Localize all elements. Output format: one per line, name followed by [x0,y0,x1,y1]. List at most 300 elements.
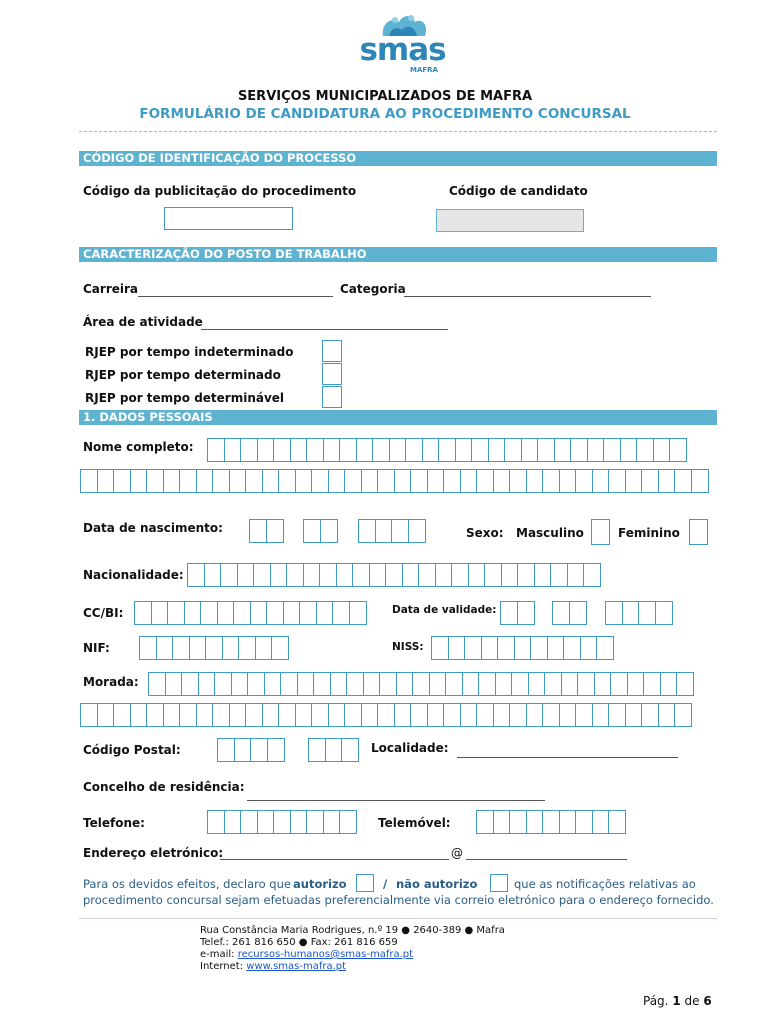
char-box[interactable] [224,438,242,462]
char-box[interactable] [250,601,268,625]
char-box[interactable] [567,563,585,587]
char-box[interactable] [313,672,331,696]
char-box[interactable] [577,672,595,696]
char-box[interactable] [217,738,235,762]
char-box[interactable] [526,703,544,727]
char-box[interactable] [257,438,275,462]
page-of: de [684,994,700,1008]
char-box[interactable] [526,810,544,834]
telefone-label: Telefone: [83,816,145,830]
char-box[interactable] [517,563,535,587]
char-box[interactable] [674,469,692,493]
email-user-input[interactable] [220,859,449,860]
char-box[interactable] [267,738,285,762]
char-box[interactable] [603,438,621,462]
char-box[interactable] [303,563,321,587]
char-box[interactable] [249,519,267,543]
char-box[interactable] [691,469,709,493]
char-box[interactable] [544,672,562,696]
char-box[interactable] [526,469,544,493]
ccbi-boxes[interactable] [134,601,365,625]
char-box[interactable] [471,438,489,462]
morada-boxes-row1[interactable] [148,672,693,696]
char-box[interactable] [493,810,511,834]
char-box[interactable] [655,601,673,625]
char-box[interactable] [271,636,289,660]
logo-text: smas [359,32,446,68]
char-box[interactable] [391,519,409,543]
char-box[interactable] [278,469,296,493]
char-box[interactable] [372,438,390,462]
char-box[interactable] [460,703,478,727]
footer-separator [79,918,717,919]
char-box[interactable] [587,438,605,462]
char-box[interactable] [554,438,572,462]
char-box[interactable] [80,703,98,727]
char-box[interactable] [448,636,466,660]
char-box[interactable] [220,563,238,587]
page-current: 1 [672,994,681,1008]
char-box[interactable] [443,703,461,727]
char-box[interactable] [620,438,638,462]
char-box[interactable] [134,601,152,625]
char-box[interactable] [493,469,511,493]
char-box[interactable] [641,469,659,493]
char-box[interactable] [408,519,426,543]
char-box[interactable] [422,438,440,462]
char-box[interactable] [580,636,598,660]
char-box[interactable] [113,703,131,727]
char-box[interactable] [328,469,346,493]
autorizo-checkbox[interactable] [356,874,374,892]
nao-autorizo-checkbox[interactable] [490,874,508,892]
char-box[interactable] [402,563,420,587]
char-box[interactable] [214,672,232,696]
char-box[interactable] [311,469,329,493]
char-box[interactable] [605,601,623,625]
char-box[interactable] [627,672,645,696]
char-box[interactable] [488,438,506,462]
char-box[interactable] [233,601,251,625]
char-box[interactable] [156,636,174,660]
char-box[interactable] [575,810,593,834]
char-box[interactable] [229,469,247,493]
char-box[interactable] [320,519,338,543]
char-box[interactable] [389,438,407,462]
concelho-input[interactable] [247,800,545,801]
char-box[interactable] [427,469,445,493]
char-box[interactable] [212,703,230,727]
char-box[interactable] [405,438,423,462]
footer-phones: Telef.: 261 816 650 ● Fax: 261 816 659 [200,937,398,948]
char-box[interactable] [660,672,678,696]
char-box[interactable] [344,469,362,493]
char-box[interactable] [207,438,225,462]
nascimento-label: Data de nascimento: [83,521,223,535]
consent-line1 [83,877,291,891]
char-box[interactable] [676,672,694,696]
char-box[interactable] [643,672,661,696]
char-box[interactable] [212,469,230,493]
char-box[interactable] [311,703,329,727]
char-box[interactable] [563,636,581,660]
char-box[interactable] [385,563,403,587]
char-box[interactable] [325,738,343,762]
char-box[interactable] [608,703,626,727]
char-box[interactable] [146,703,164,727]
char-box[interactable] [534,563,552,587]
char-box[interactable] [349,601,367,625]
char-box[interactable] [262,469,280,493]
char-box[interactable] [464,636,482,660]
nome-label: Nome completo: [83,440,194,454]
nacionalidade-boxes[interactable] [187,563,600,587]
char-box[interactable] [592,469,610,493]
char-box[interactable] [622,601,640,625]
rjep-determinado-checkbox[interactable] [322,363,342,385]
char-box[interactable] [299,601,317,625]
morada-boxes-row2[interactable] [80,703,691,727]
char-box[interactable] [509,703,527,727]
char-box[interactable] [204,563,222,587]
char-box[interactable] [231,672,249,696]
nascimento-month-boxes[interactable] [303,519,336,543]
nascimento-year-boxes[interactable] [358,519,424,543]
nome-boxes-row2[interactable] [80,469,707,493]
char-box[interactable] [266,601,284,625]
char-box[interactable] [264,672,282,696]
char-box[interactable] [306,438,324,462]
char-box[interactable] [146,469,164,493]
char-box[interactable] [484,563,502,587]
char-box[interactable] [179,703,197,727]
char-box[interactable] [286,563,304,587]
char-box[interactable] [295,469,313,493]
char-box[interactable] [493,703,511,727]
char-box[interactable] [394,469,412,493]
char-box[interactable] [308,738,326,762]
char-box[interactable] [476,703,494,727]
char-box[interactable] [653,438,671,462]
char-box[interactable] [396,672,414,696]
char-box[interactable] [237,563,255,587]
char-box[interactable] [542,703,560,727]
char-box[interactable] [478,672,496,696]
char-box[interactable] [273,810,291,834]
nome-boxes-row1[interactable] [207,438,686,462]
ccbi-label: CC/BI: [83,606,124,620]
char-box[interactable] [481,636,499,660]
char-box[interactable] [369,563,387,587]
char-box[interactable] [295,703,313,727]
area-input[interactable] [201,329,448,330]
char-box[interactable] [97,703,115,727]
char-box[interactable] [641,703,659,727]
char-box[interactable] [196,703,214,727]
char-box[interactable] [184,601,202,625]
char-box[interactable] [455,438,473,462]
char-box[interactable] [610,672,628,696]
categoria-input[interactable] [404,296,651,297]
char-box[interactable] [336,563,354,587]
pub-code-field[interactable] [164,207,293,230]
char-box[interactable] [151,601,169,625]
char-box[interactable] [341,738,359,762]
char-box[interactable] [363,672,381,696]
char-box[interactable] [346,672,364,696]
char-box[interactable] [575,703,593,727]
char-box[interactable] [229,703,247,727]
char-box[interactable] [266,519,284,543]
char-box[interactable] [451,563,469,587]
char-box[interactable] [559,703,577,727]
char-box[interactable] [196,469,214,493]
consent-line2: procedimento concursal sejam efetuadas preferencialmente via correio eletrónico para o endereço fornecido. [83,893,714,907]
pub-code-label: Código da publicitação do procedimento [83,184,357,198]
char-box[interactable] [594,672,612,696]
char-box[interactable] [356,438,374,462]
char-box[interactable] [163,703,181,727]
codpostal-boxes-b[interactable] [308,738,358,762]
char-box[interactable] [130,469,148,493]
char-box[interactable] [189,636,207,660]
char-box[interactable] [443,469,461,493]
validade-month-boxes[interactable] [552,601,585,625]
char-box[interactable] [339,438,357,462]
char-box[interactable] [187,563,205,587]
char-box[interactable] [517,601,535,625]
email-label: Endereço eletrónico: [83,846,224,860]
char-box[interactable] [148,672,166,696]
char-box[interactable] [592,703,610,727]
char-box[interactable] [234,738,252,762]
char-box[interactable] [377,703,395,727]
char-box[interactable] [278,703,296,727]
char-box[interactable] [130,703,148,727]
logo [355,10,450,72]
char-box[interactable] [290,438,308,462]
char-box[interactable] [438,438,456,462]
char-box[interactable] [224,810,242,834]
char-box[interactable] [344,703,362,727]
localidade-label: Localidade: [371,741,449,755]
char-box[interactable] [245,703,263,727]
char-box[interactable] [476,469,494,493]
char-box[interactable] [552,601,570,625]
telefone-boxes[interactable] [207,810,356,834]
char-box[interactable] [468,563,486,587]
validade-day-boxes[interactable] [500,601,533,625]
char-box[interactable] [658,703,676,727]
char-box[interactable] [377,469,395,493]
footer-email-link[interactable]: recursos-humanos@smas-mafra.pt [237,949,414,960]
char-box[interactable] [394,703,412,727]
char-box[interactable] [245,469,263,493]
char-box[interactable] [113,469,131,493]
char-box[interactable] [608,810,626,834]
carreira-label: Carreira [83,282,139,296]
char-box[interactable] [222,636,240,660]
char-box[interactable] [504,438,522,462]
char-box[interactable] [250,738,268,762]
rjep-determinavel-checkbox[interactable] [322,386,342,408]
char-box[interactable] [495,672,513,696]
char-box[interactable] [319,563,337,587]
char-box[interactable] [283,601,301,625]
char-box[interactable] [306,810,324,834]
char-box[interactable] [547,636,565,660]
char-box[interactable] [240,810,258,834]
char-box[interactable] [328,703,346,727]
feminino-checkbox[interactable] [689,519,708,545]
char-box[interactable] [207,810,225,834]
char-box[interactable] [358,519,376,543]
char-box[interactable] [460,469,478,493]
char-box[interactable] [379,672,397,696]
char-box[interactable] [530,636,548,660]
char-box[interactable] [435,563,453,587]
rjep-indeterminado-checkbox[interactable] [322,340,342,362]
char-box[interactable] [172,636,190,660]
char-box[interactable] [514,636,532,660]
char-box[interactable] [253,563,271,587]
char-box[interactable] [410,469,428,493]
email-at-sign: @ [451,846,463,860]
char-box[interactable] [497,636,515,660]
char-box[interactable] [500,601,518,625]
char-box[interactable] [273,438,291,462]
char-box[interactable] [509,810,527,834]
char-box[interactable] [625,469,643,493]
consent-slash: / [383,877,388,891]
char-box[interactable] [431,636,449,660]
footer-website-link[interactable]: www.smas-mafra.pt [246,961,347,972]
codpostal-boxes-a[interactable] [217,738,283,762]
validade-year-boxes[interactable] [605,601,671,625]
char-box[interactable] [290,810,308,834]
char-box[interactable] [323,438,341,462]
char-box[interactable] [262,703,280,727]
char-box[interactable] [200,601,218,625]
autorizo-label: autorizo [293,877,347,891]
char-box[interactable] [542,469,560,493]
char-box[interactable] [270,563,288,587]
char-box[interactable] [238,636,256,660]
char-box[interactable] [583,563,601,587]
char-box[interactable] [509,469,527,493]
char-box[interactable] [669,438,687,462]
masculino-checkbox[interactable] [591,519,610,545]
char-box[interactable] [575,469,593,493]
char-box[interactable] [427,703,445,727]
email-domain-input[interactable] [466,859,627,860]
char-box[interactable] [167,601,185,625]
char-box[interactable] [592,810,610,834]
char-box[interactable] [165,672,183,696]
nacionalidade-label: Nacionalidade: [83,568,184,582]
char-box[interactable] [528,672,546,696]
char-box[interactable] [542,810,560,834]
char-box[interactable] [280,672,298,696]
char-box[interactable] [462,672,480,696]
candidate-code-field [436,209,584,232]
section-personal: 1. DADOS PESSOAIS [79,410,717,425]
char-box[interactable] [521,438,539,462]
telemovel-boxes[interactable] [476,810,625,834]
char-box[interactable] [674,703,692,727]
char-box[interactable] [297,672,315,696]
char-box[interactable] [332,601,350,625]
char-box[interactable] [511,672,529,696]
char-box[interactable] [561,672,579,696]
char-box[interactable] [330,672,348,696]
char-box[interactable] [638,601,656,625]
char-box[interactable] [361,703,379,727]
char-box[interactable] [375,519,393,543]
char-box[interactable] [476,810,494,834]
char-box[interactable] [410,703,428,727]
consent-suffix: que as notificações relativas ao [514,877,696,891]
char-box[interactable] [303,519,321,543]
char-box[interactable] [257,810,275,834]
char-box[interactable] [559,810,577,834]
char-box[interactable] [217,601,235,625]
nascimento-day-boxes[interactable] [249,519,282,543]
nao-autorizo-label: não autorizo [396,877,478,891]
char-box[interactable] [80,469,98,493]
footer-address: Rua Constância Maria Rodrigues, n.º 19 ● 2640-389 ● Mafra [200,925,505,936]
char-box[interactable] [247,672,265,696]
char-box[interactable] [97,469,115,493]
char-box[interactable] [537,438,555,462]
area-label: Área de atividade [83,315,203,329]
char-box[interactable] [445,672,463,696]
char-box[interactable] [352,563,370,587]
char-box[interactable] [339,810,357,834]
feminino-label: Feminino [618,526,680,540]
char-box[interactable] [429,672,447,696]
char-box[interactable] [569,601,587,625]
char-box[interactable] [412,672,430,696]
nif-boxes[interactable] [139,636,288,660]
char-box[interactable] [636,438,654,462]
char-box[interactable] [255,636,273,660]
char-box[interactable] [570,438,588,462]
page-number [643,994,712,1008]
char-box[interactable] [418,563,436,587]
char-box[interactable] [181,672,199,696]
char-box[interactable] [550,563,568,587]
char-box[interactable] [361,469,379,493]
char-box[interactable] [501,563,519,587]
char-box[interactable] [163,469,181,493]
char-box[interactable] [625,703,643,727]
char-box[interactable] [608,469,626,493]
char-box[interactable] [139,636,157,660]
char-box[interactable] [205,636,223,660]
niss-boxes[interactable] [431,636,613,660]
carreira-input[interactable] [138,296,333,297]
char-box[interactable] [240,438,258,462]
char-box[interactable] [323,810,341,834]
char-box[interactable] [596,636,614,660]
char-box[interactable] [179,469,197,493]
localidade-input[interactable] [457,757,678,758]
char-box[interactable] [198,672,216,696]
char-box[interactable] [559,469,577,493]
char-box[interactable] [658,469,676,493]
char-box[interactable] [316,601,334,625]
